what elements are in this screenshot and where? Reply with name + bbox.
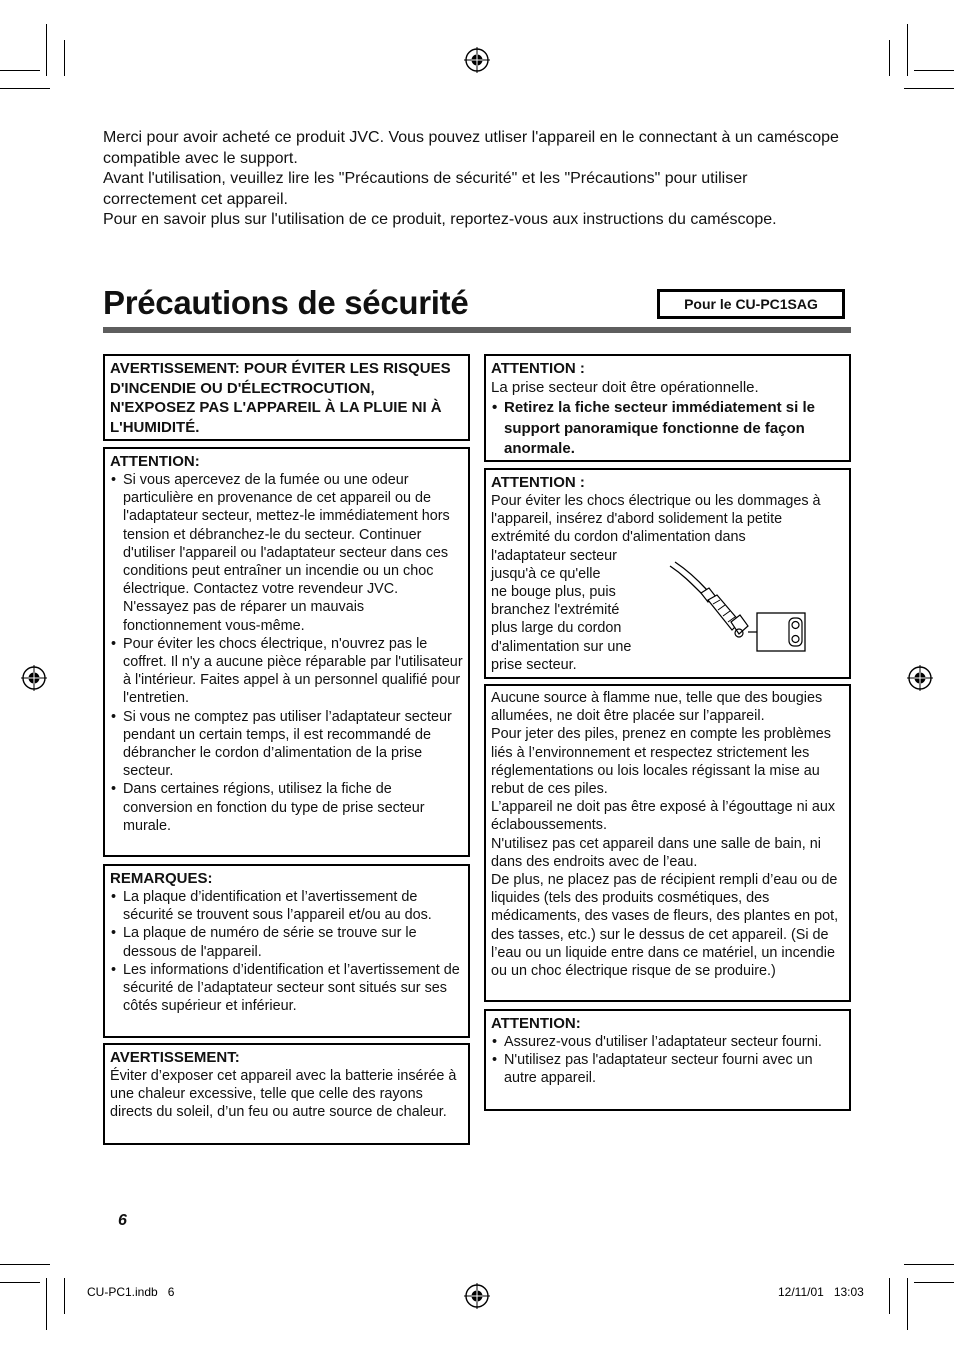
list-item: • Les informations d’identification et l’avertissement de sécurité de l’adaptateur secteur sont situés sur ses côtés supérieur et inférieur. <box>110 961 464 1016</box>
crop-mark <box>64 1278 65 1314</box>
registration-mark-icon <box>21 665 47 691</box>
crop-mark <box>907 24 908 76</box>
remarques-list <box>110 888 464 1015</box>
avertissement-title: AVERTISSEMENT: <box>110 1049 240 1066</box>
attention-adapter-title: ATTENTION: <box>491 1015 581 1032</box>
attention-outlet-box <box>484 354 851 462</box>
registration-mark-icon <box>907 665 933 691</box>
crop-mark <box>46 24 47 76</box>
warning-caps-box <box>103 354 470 441</box>
crop-mark <box>889 1278 890 1314</box>
remarques-box <box>103 864 470 1038</box>
crop-mark <box>907 1278 908 1330</box>
list-item: • Dans certaines régions, utilisez la fiche de conversion en fonction du type de prise secteur murale. <box>110 780 464 835</box>
list-item: • Si vous ne comptez pas utiliser l’adaptateur secteur pendant un certain temps, il est recommandé de débrancher le cordon d’alimentation de la prise secteur. <box>110 708 464 781</box>
crop-mark <box>914 1282 954 1283</box>
crop-mark <box>914 70 954 71</box>
attention-plug-text: Pour éviter les chocs électrique ou les dommages à l'appareil, insérez d'abord solidement la petite extrémité du cordon d'alimentation dans <box>491 493 821 546</box>
title-rule <box>103 327 851 333</box>
intro-line: Pour en savoir plus sur l'utilisation de ce produit, reportez-vous aux instructions du caméscope. <box>103 211 777 228</box>
attention-list <box>110 471 464 835</box>
attention-plug-title: ATTENTION : <box>491 474 585 491</box>
model-badge: Pour le CU-PC1SAG <box>657 289 845 319</box>
list-item: • La plaque de numéro de série se trouve sur le dessous de l'appareil. <box>110 924 464 960</box>
list-item: • Retirez la fiche secteur immédiatement si le support panoramique fonctionne de façon anormale. <box>491 398 845 460</box>
avertissement-text: Éviter d’exposer cet appareil avec la batterie insérée à une chaleur excessive, telle que celle des rayons directs du soleil, d’un feu ou autre source de chaleur. <box>110 1068 457 1121</box>
warning-caps-text: AVERTISSEMENT: POUR ÉVITER LES RISQUES D'INCENDIE OU D'ÉLECTROCUTION, N'EXPOSEZ PAS L'APPAREIL À LA PLUIE NI À L'HUMIDITÉ. <box>110 360 451 436</box>
attention-adapter-box <box>484 1009 851 1111</box>
attention-outlet-text: La prise secteur doit être opérationnelle. <box>491 379 759 396</box>
crop-mark <box>0 1264 50 1265</box>
crop-mark <box>904 88 954 89</box>
safety-notes-box <box>484 684 851 1002</box>
page-number: 6 <box>118 1212 127 1229</box>
attention-plug-side-text: l'adaptateur secteur jusqu'à ce qu'elle ne bouge plus, puis branchez l'extrémité plus large du cordon d'alimentation sur une prise secteur. <box>491 547 632 673</box>
registration-mark-icon <box>464 1283 490 1309</box>
file-slug: CU-PC1.indb 6 <box>87 1285 175 1299</box>
attention-outlet-list <box>491 398 845 460</box>
attention-box <box>103 447 470 857</box>
crop-mark <box>0 70 40 71</box>
avertissement-box <box>103 1043 470 1145</box>
attention-adapter-list <box>491 1033 845 1088</box>
ac-inlet-icon <box>756 612 806 652</box>
crop-mark <box>904 1264 954 1265</box>
crop-mark <box>0 88 50 89</box>
crop-mark <box>0 1282 40 1283</box>
date-slug: 12/11/01 13:03 <box>778 1285 864 1299</box>
intro-line: Avant l'utilisation, veuillez lire les "Précautions de sécurité" et les "Précautions" pour utiliser correctement cet appareil. <box>103 170 748 208</box>
list-item: • N'utilisez pas l'adaptateur secteur fourni avec un autre appareil. <box>491 1051 845 1087</box>
registration-mark-icon <box>464 47 490 73</box>
list-item: • La plaque d’identification et l’avertissement de sécurité se trouvent sous l’appareil et/ou au dos. <box>110 888 464 924</box>
attention-outlet-title: ATTENTION : <box>491 360 585 377</box>
list-item: • Pour éviter les chocs électrique, n'ouvrez pas le coffret. Il n'y a aucune pièce réparable par l'utilisateur à l'intérieur. Faites appel à un personnel qualifié pour l'entretien. <box>110 635 464 708</box>
intro-line: Merci pour avoir acheté ce produit JVC. Vous pouvez utliser l'appareil en le connectant à un caméscope compatible avec le support. <box>103 129 839 167</box>
safety-notes-text: Aucune source à flamme nue, telle que des bougies allumées, ne doit être placée sur l’appareil. Pour jeter des piles, prenez en compte les problèmes liés à l’environnement et respectez strictement les réglementations ou lois locales régissant la mise au rebut de ces piles. L’appareil ne doit pas être exposé à l’égouttage ni aux éclaboussements. N'utilisez pas cet appareil dans une salle de bain, ni dans des endroits avec de l’eau. De plus, ne placez pas de récipient rempli d’eau ou de liquides (tels des produits cosmétiques, des médicaments, des vases de fleurs, des plantes en pot, des tasses, etc.) sur le dessus de cet appareil. (Si de l’eau ou un liquide entre dans ce matériel, un incendie ou un choc électrique risque de se produire.) <box>491 690 839 980</box>
crop-mark <box>46 1278 47 1330</box>
intro-text <box>103 128 843 231</box>
page-title: Précautions de sécurité <box>103 284 469 321</box>
crop-mark <box>64 40 65 76</box>
list-item: • Assurez-vous d'utiliser l’adaptateur secteur fourni. <box>491 1033 845 1051</box>
attention-title: ATTENTION: <box>110 453 200 470</box>
list-item: • Si vous apercevez de la fumée ou une odeur particulière en provenance de cet appareil ou de l'adaptateur secteur, mettez-le immédiatement hors tension et débranchez-le du secteur. Continuer d'utiliser l'appareil ou l'adaptateur secteur dans ces conditions peut entraîner un incendie ou un choc électrique. Contactez votre revendeur JVC. N'essayez pas de réparer un mauvais fonctionnement vous-même. <box>110 471 464 635</box>
remarques-title: REMARQUES: <box>110 870 213 887</box>
crop-mark <box>889 40 890 76</box>
